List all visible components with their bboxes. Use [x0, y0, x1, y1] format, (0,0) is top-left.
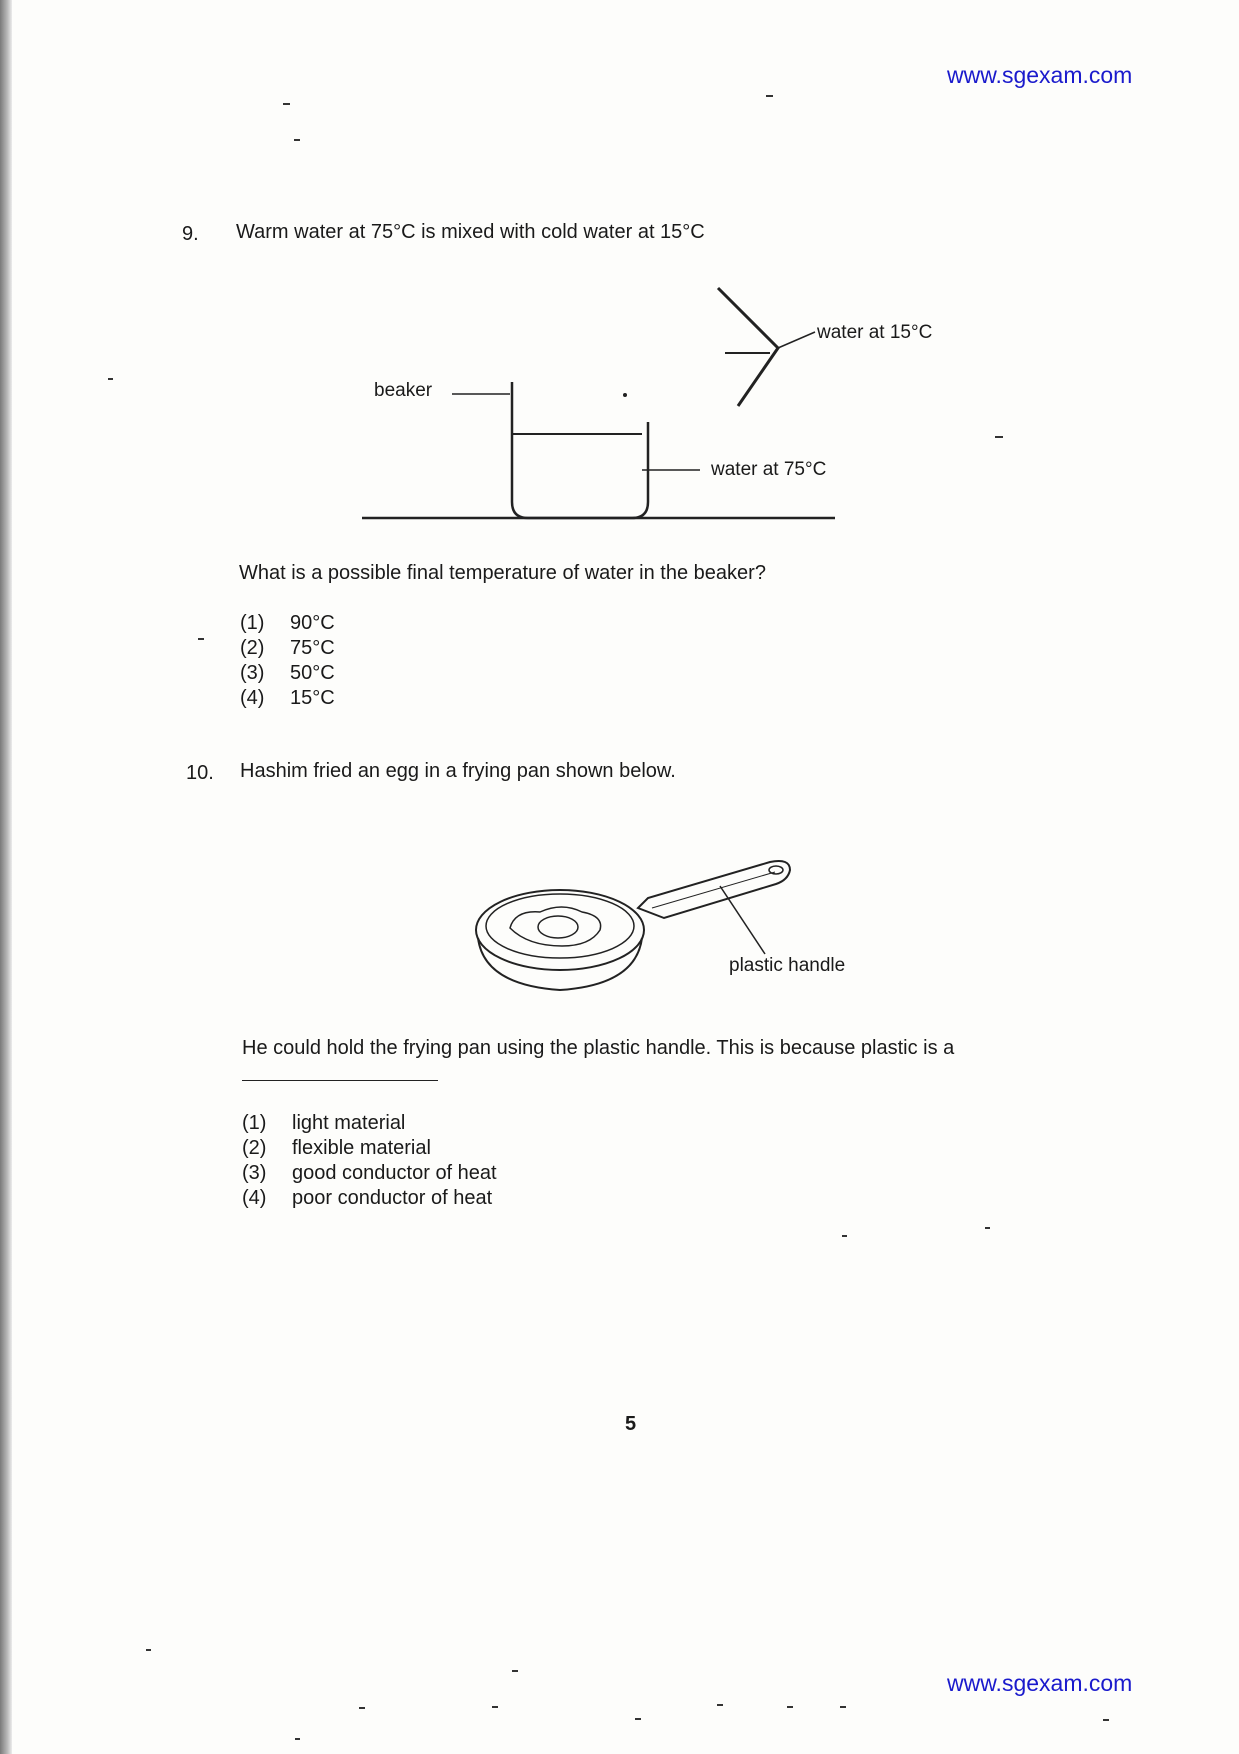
option-text: flexible material [292, 1137, 431, 1159]
scan-speck [512, 1670, 518, 1672]
option-number: (1) [242, 1112, 267, 1134]
scan-edge [0, 0, 12, 1754]
q9-text: Warm water at 75°C is mixed with cold water at 15°C [236, 221, 705, 243]
q10-text: Hashim fried an egg in a frying pan shown below. [240, 760, 676, 782]
q9-number: 9. [182, 223, 199, 245]
q10-option-3[interactable] [242, 1162, 497, 1185]
scan-speck [635, 1718, 641, 1720]
option-number: (3) [240, 662, 265, 684]
option-text: 50°C [290, 662, 335, 684]
answer-blank [242, 1080, 438, 1081]
option-number: (2) [240, 637, 265, 659]
option-text: 75°C [290, 637, 335, 659]
option-text: 15°C [290, 687, 335, 709]
beaker-label: beaker [374, 380, 433, 401]
cold-water-label: water at 15°C [817, 322, 933, 343]
frying-pan-diagram [470, 850, 800, 1000]
scan-speck [359, 1707, 365, 1709]
watermark-top[interactable]: www.sgexam.com [947, 62, 1133, 88]
q10-option-2[interactable] [242, 1137, 431, 1160]
warm-water-label: water at 75°C [711, 459, 827, 480]
scan-speck [283, 103, 290, 105]
q10-number: 10. [186, 762, 214, 784]
option-number: (2) [242, 1137, 267, 1159]
scan-speck [146, 1649, 151, 1651]
scan-speck [1103, 1719, 1109, 1721]
q9-option-2[interactable] [240, 637, 335, 660]
scan-speck [108, 378, 113, 380]
q9-question: What is a possible final temperature of water in the beaker? [239, 562, 766, 584]
scan-speck [787, 1706, 793, 1708]
scan-speck [842, 1235, 847, 1237]
scan-speck [198, 638, 204, 640]
scan-speck [766, 95, 773, 97]
option-number: (3) [242, 1162, 267, 1184]
scan-speck [492, 1706, 498, 1708]
scan-speck [295, 1738, 300, 1740]
option-text: 90°C [290, 612, 335, 634]
option-text: light material [292, 1112, 406, 1134]
q10-question: He could hold the frying pan using the plastic handle. This is because plastic is a [242, 1037, 955, 1059]
scan-speck [995, 436, 1003, 438]
q10-option-4[interactable] [242, 1187, 492, 1210]
scan-speck [717, 1704, 723, 1706]
option-text: poor conductor of heat [292, 1187, 493, 1209]
q9-option-4[interactable] [240, 687, 335, 710]
q9-option-1[interactable] [240, 612, 335, 635]
scan-speck [985, 1227, 990, 1229]
watermark-bottom[interactable]: www.sgexam.com [947, 1670, 1133, 1696]
handle-label: plastic handle [729, 955, 846, 976]
option-number: (4) [242, 1187, 267, 1209]
scan-speck [840, 1706, 846, 1708]
option-number: (4) [240, 687, 265, 709]
q9-option-3[interactable] [240, 662, 335, 685]
option-number: (1) [240, 612, 265, 634]
page-number: 5 [625, 1413, 637, 1435]
q10-option-1[interactable] [242, 1112, 405, 1135]
scan-speck [294, 139, 300, 141]
option-text: good conductor of heat [292, 1162, 497, 1184]
